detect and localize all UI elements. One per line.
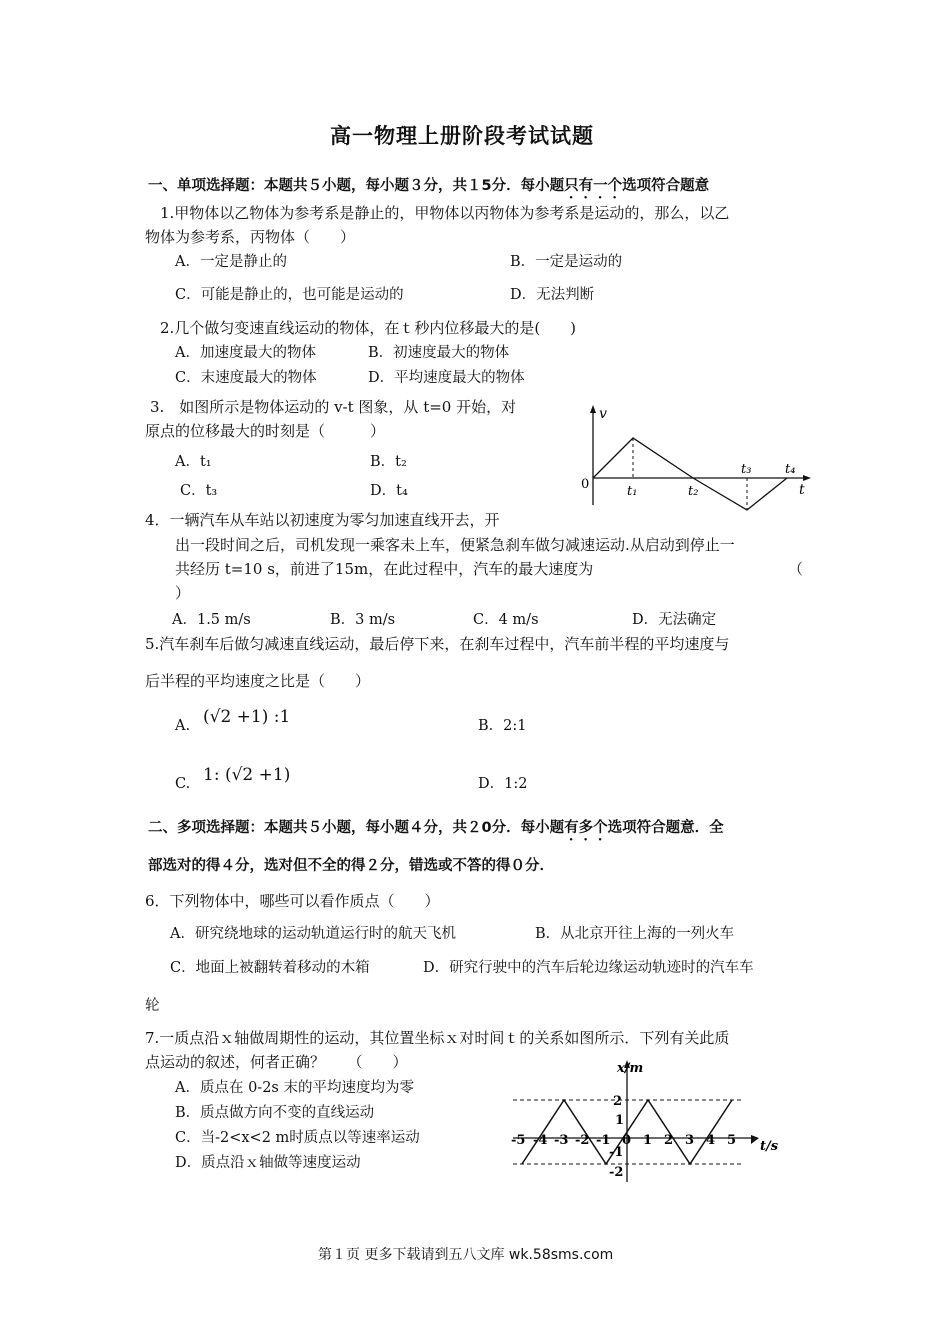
q7-ytick-1: 1 (615, 1113, 625, 1128)
q2-option-b: B．初速度最大的物体 (368, 345, 510, 361)
q7-xtick-minus1: -1 (596, 1133, 611, 1148)
q5-stem-line1: 5.汽车刹车后做匀减速直线运动，最后停下来，在刹车过程中，汽车前半程的平均速度与 (145, 635, 730, 653)
section1-header (148, 176, 709, 202)
q3-t4-label: t₄ (785, 462, 796, 477)
q3-t1-label: t₁ (627, 484, 638, 499)
q6-option-d: D．研究行驶中的汽车后轮边缘运动轨迹时的汽车车 (423, 960, 754, 976)
q6-option-b: B．从北京开往上海的一列火车 (535, 926, 735, 942)
q3-option-d: D．t₄ (370, 483, 408, 499)
q3-stem-line1: 3. 如图所示是物体运动的 v-t 图象，从 t=0 开始，对 (150, 398, 517, 416)
q7-option-a: A．质点在 0-2s 末的平均速度均为零 (175, 1080, 414, 1096)
q4-stem-line3: 共经历 t=10 s，前进了15m，在此过程中，汽车的最大速度为 (175, 560, 594, 578)
q3-stem-line2: 原点的位移最大的时刻是（ ） (145, 422, 386, 440)
section2-header-emphasis: 有多个 (564, 820, 608, 836)
q6-option-d-continued: 轮 (145, 998, 160, 1014)
q3-t2-label: t₂ (688, 484, 699, 499)
q3-vt-line (593, 438, 787, 510)
section2-header-text: 二、多项选择题：本题共５小题，每小题４分，共２0分．每小题 (148, 820, 565, 836)
q7-ytick-minus1: -1 (609, 1145, 624, 1160)
q1-option-b: B．一定是运动的 (510, 254, 623, 270)
q7-stem-line2: 点运动的叙述，何者正确？ （ ） (145, 1053, 408, 1071)
q7-xtick-5: 5 (727, 1133, 737, 1148)
q4-paren-close: ） (175, 584, 191, 602)
q4-paren-open: （ (788, 560, 804, 578)
q5-option-a-label: A. (175, 718, 191, 734)
q5-option-a-expr: (√2 +1) :1 (203, 707, 291, 727)
q3-v-label: v (599, 406, 607, 422)
q7-option-b: B．质点做方向不变的直线运动 (175, 1105, 375, 1121)
q7-ylabel: x/m (617, 1061, 644, 1076)
page-title: 高一物理上册阶段考试试题 (330, 123, 594, 148)
q2-option-d: D．平均速度最大的物体 (368, 370, 525, 386)
q7-stem-line1: 7.一质点沿ｘ轴做周期性的运动，其位置坐标ｘ对时间ｔ的关系如图所示．下列有关此质 (145, 1029, 730, 1047)
q7-xtick-0: 0 (622, 1133, 632, 1148)
section1-header-text: 一、单项选择题：本题共５小题，每小题３分，共１5分．每小题 (148, 178, 565, 194)
q7-xtick-minus5: -5 (511, 1133, 526, 1148)
q4-stem-line1: 4．一辆汽车从车站以初速度为零匀加速直线开去，开 (145, 511, 500, 529)
q3-option-b: B．t₂ (370, 454, 407, 470)
q3-option-a: A．t₁ (175, 454, 212, 470)
page-footer: 第１页 更多下载请到五八文库 wk.58sms.com (318, 1247, 614, 1263)
q4-option-a: A．1.5 m/s (172, 612, 251, 628)
section2-header-line2: 部选对的得４分，选对但不全的得２分，错选或不答的得０分． (148, 858, 554, 874)
q5-option-b: B．2:1 (478, 718, 527, 734)
q7-ytick-minus2: -2 (609, 1165, 624, 1180)
q2-option-a: A．加速度最大的物体 (175, 345, 316, 361)
q4-option-b: B．3 m/s (330, 612, 396, 628)
q3-t-axis-arrow (803, 475, 811, 481)
q7-t-axis-arrow (751, 1135, 759, 1144)
q3-t3-label: t₃ (741, 462, 752, 477)
q1-stem-line2: 物体为参考系，丙物体（ ） (145, 228, 356, 246)
q6-option-c: C．地面上被翻转着移动的木箱 (170, 960, 370, 976)
q3-vt-graph (575, 400, 820, 520)
q7-ytick-2: 2 (613, 1094, 623, 1109)
q7-xtick-4: 4 (706, 1133, 716, 1148)
q7-option-d: D．质点沿ｘ轴做等速度运动 (175, 1155, 361, 1171)
q1-option-a: A．一定是静止的 (175, 254, 287, 270)
q1-stem-line1: 1.甲物体以乙物体为参考系是静止的，甲物体以丙物体为参考系是运动的，那么，以乙 (160, 204, 730, 222)
q7-xlabel: t/s (760, 1139, 779, 1154)
q6-stem: 6．下列物体中，哪些可以看作质点（ ） (145, 892, 440, 910)
section1-header-emphasis: 只有一个 (564, 178, 623, 194)
q7-xtick-minus2: -2 (575, 1133, 590, 1148)
q2-stem: 2.几个做匀变速直线运动的物体，在ｔ秒内位移最大的是( ) (160, 319, 577, 337)
q5-option-d: D．1:2 (478, 776, 528, 792)
section2-header-line1 (148, 818, 724, 844)
q7-xtick-minus4: -4 (533, 1133, 548, 1148)
q6-option-a: A．研究绕地球的运动轨道运行时的航天飞机 (170, 926, 456, 942)
q2-option-c: C．末速度最大的物体 (175, 370, 317, 386)
q7-xtick-3: 3 (685, 1133, 695, 1148)
q4-option-c: C．4 m/s (473, 612, 539, 628)
q7-xt-graph (505, 1052, 795, 1187)
q1-option-d: D．无法判断 (510, 287, 595, 303)
q7-xtick-1: 1 (643, 1133, 653, 1148)
q4-stem-line2: 出一段时间之后，司机发现一乘客未上车，便紧急刹车做匀减速运动.从启动到停止一 (175, 536, 735, 554)
q7-xtick-minus3: -3 (554, 1133, 569, 1148)
q7-option-c: C．当-2<x<2 m时质点以等速率运动 (175, 1130, 420, 1146)
q3-v-axis-arrow (590, 405, 596, 413)
q7-xtick-2: 2 (664, 1133, 674, 1148)
q1-option-c: C．可能是静止的，也可能是运动的 (175, 287, 404, 303)
q3-origin-label: 0 (581, 477, 590, 492)
q3-option-c: C．t₃ (180, 483, 218, 499)
q3-t-label: t (799, 482, 805, 498)
section2-header-tail: 选项符合题意．全 (607, 820, 724, 836)
q5-stem-line2: 后半程的平均速度之比是（ ） (145, 672, 371, 690)
section1-header-tail: 选项符合题意 (622, 178, 710, 194)
q4-option-d: D．无法确定 (632, 612, 717, 628)
q5-option-c-label: C. (175, 776, 191, 792)
q5-option-c-expr: 1: (√2 +1) (203, 765, 291, 785)
